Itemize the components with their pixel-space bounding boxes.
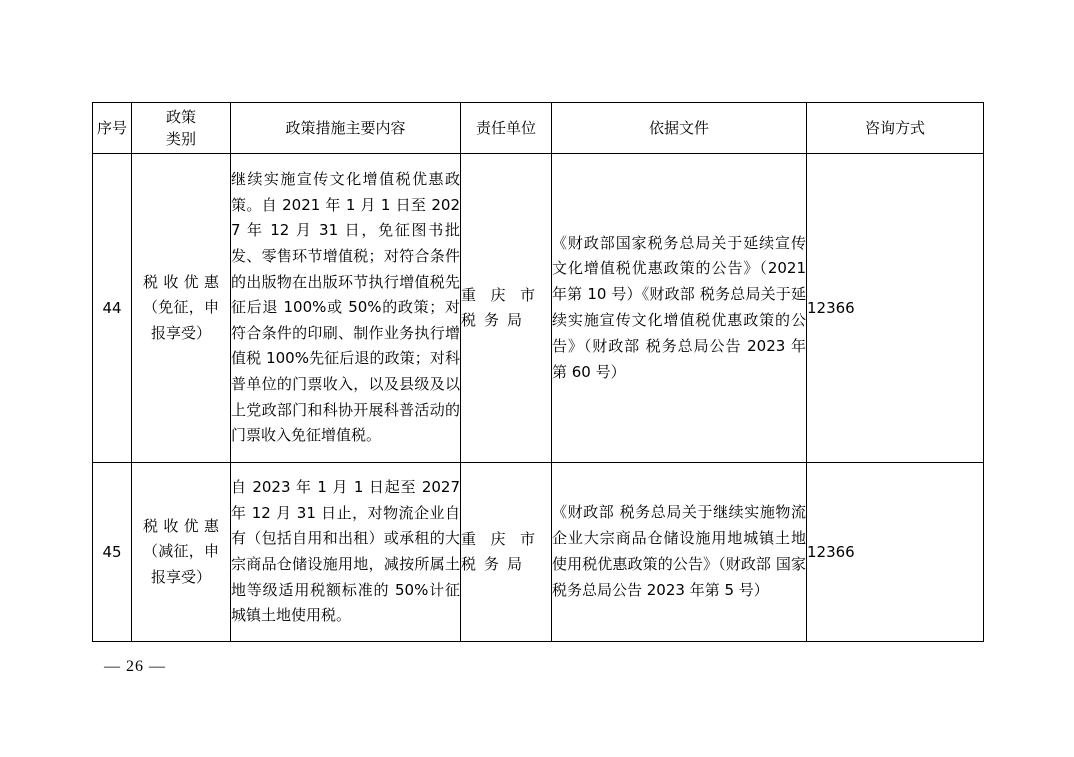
header-basis: 依据文件 <box>552 103 807 154</box>
row-basis: 《财政部 税务总局关于继续实施物流企业大宗商品仓储设施用地城镇土地使用税优惠政策的公告》（财政部 国家税务总局公告 2023 年第 5 号） <box>552 463 807 642</box>
row-consult: 12366 <box>807 154 984 463</box>
policy-table <box>92 102 984 642</box>
header-category <box>132 103 231 154</box>
row-seq: 44 <box>93 154 132 463</box>
header-content: 政策措施主要内容 <box>231 103 461 154</box>
row-seq: 45 <box>93 463 132 642</box>
header-unit: 责任单位 <box>461 103 552 154</box>
header-category-label: 政策类别 <box>165 108 196 148</box>
header-consult: 咨询方式 <box>807 103 984 154</box>
header-row <box>93 103 984 154</box>
row-unit-text: 重庆市税务局 <box>461 285 543 329</box>
row-consult: 12366 <box>807 463 984 642</box>
row-unit <box>461 154 552 463</box>
table-row <box>93 463 984 642</box>
table-row <box>93 154 984 463</box>
row-unit-text: 重庆市税务局 <box>461 529 543 573</box>
table-body <box>93 154 984 642</box>
row-category-text: 税收优惠（免征，申报享受） <box>143 272 219 342</box>
row-basis: 《财政部国家税务总局关于延续宣传文化增值税优惠政策的公告》（2021 年第 10 号）《财政部 税务总局关于延续实施宣传文化增值税优惠政策的公告》（财政部 税务总局公告 2023 年第 60 号） <box>552 154 807 463</box>
row-category <box>132 154 231 463</box>
table-header <box>93 103 984 154</box>
row-category <box>132 463 231 642</box>
row-content: 自 2023 年 1 月 1 日起至 2027 年 12 月 31 日止，对物流企业自有（包括自用和出租）或承租的大宗商品仓储设施用地，减按所属土地等级适用税额标准的 50%计征城镇土地使用税。 <box>231 463 461 642</box>
row-category-text: 税收优惠（减征，申报享受） <box>143 516 219 586</box>
page-number: — 26 — <box>104 658 166 675</box>
row-unit <box>461 463 552 642</box>
row-content: 继续实施宣传文化增值税优惠政策。自 2021 年 1 月 1 日至 2027 年 12 月 31 日，免征图书批发、零售环节增值税；对符合条件的出版物在出版环节执行增值税先征后退 100%或 50%的政策；对符合条件的印刷、制作业务执行增值税 100%先征后退的政策；对科普单位的门票收入，以及县级及以上党政部门和科协开展科普活动的门票收入免征增值税。 <box>231 154 461 463</box>
header-seq: 序号 <box>93 103 132 154</box>
